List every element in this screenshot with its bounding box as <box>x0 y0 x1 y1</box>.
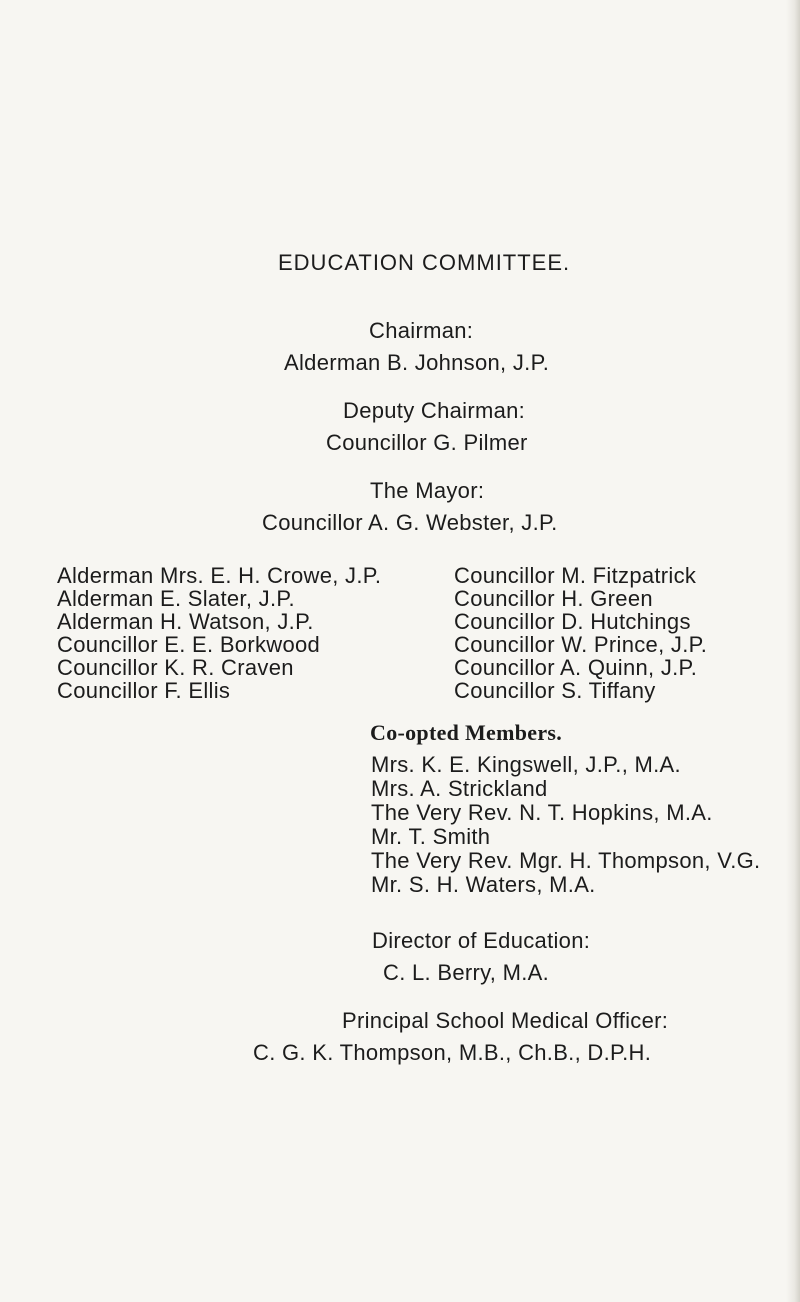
medical-officer-title: Principal School Medical Officer: <box>342 1008 669 1033</box>
member-left-6: Councillor F. Ellis <box>57 678 231 703</box>
member-left-3: Alderman H. Watson, J.P. <box>57 609 314 634</box>
co-opted-member-4: Mr. T. Smith <box>371 824 491 849</box>
co-opted-member-6: Mr. S. H. Waters, M.A. <box>371 872 596 897</box>
member-left-4: Councillor E. E. Borkwood <box>57 632 321 657</box>
member-right-4: Councillor W. Prince, J.P. <box>454 632 708 657</box>
chairman-name: Alderman B. Johnson, J.P. <box>284 350 550 375</box>
member-right-3: Councillor D. Hutchings <box>454 609 691 634</box>
deputy-chairman-title: Deputy Chairman: <box>343 398 526 423</box>
medical-officer-name: C. G. K. Thompson, M.B., Ch.B., D.P.H. <box>253 1040 652 1065</box>
member-right-5: Councillor A. Quinn, J.P. <box>454 655 698 680</box>
page-title: EDUCATION COMMITTEE. <box>278 250 571 275</box>
co-opted-member-2: Mrs. A. Strickland <box>371 776 548 801</box>
co-opted-member-3: The Very Rev. N. T. Hopkins, M.A. <box>371 800 713 825</box>
member-left-2: Alderman E. Slater, J.P. <box>57 586 295 611</box>
director-name: C. L. Berry, M.A. <box>383 960 550 985</box>
co-opted-title: Co-opted Members. <box>370 720 563 745</box>
member-right-2: Councillor H. Green <box>454 586 653 611</box>
co-opted-member-1: Mrs. K. E. Kingswell, J.P., M.A. <box>371 752 681 777</box>
deputy-chairman-name: Councillor G. Pilmer <box>326 430 528 455</box>
member-left-1: Alderman Mrs. E. H. Crowe, J.P. <box>57 563 382 588</box>
mayor-name: Councillor A. G. Webster, J.P. <box>262 510 558 535</box>
co-opted-member-5: The Very Rev. Mgr. H. Thompson, V.G. <box>371 848 761 873</box>
chairman-title: Chairman: <box>369 318 474 343</box>
director-title: Director of Education: <box>372 928 591 953</box>
member-right-6: Councillor S. Tiffany <box>454 678 656 703</box>
member-right-1: Councillor M. Fitzpatrick <box>454 563 697 588</box>
mayor-title: The Mayor: <box>370 478 485 503</box>
member-left-5: Councillor K. R. Craven <box>57 655 294 680</box>
page-edge-shadow <box>786 0 800 1302</box>
